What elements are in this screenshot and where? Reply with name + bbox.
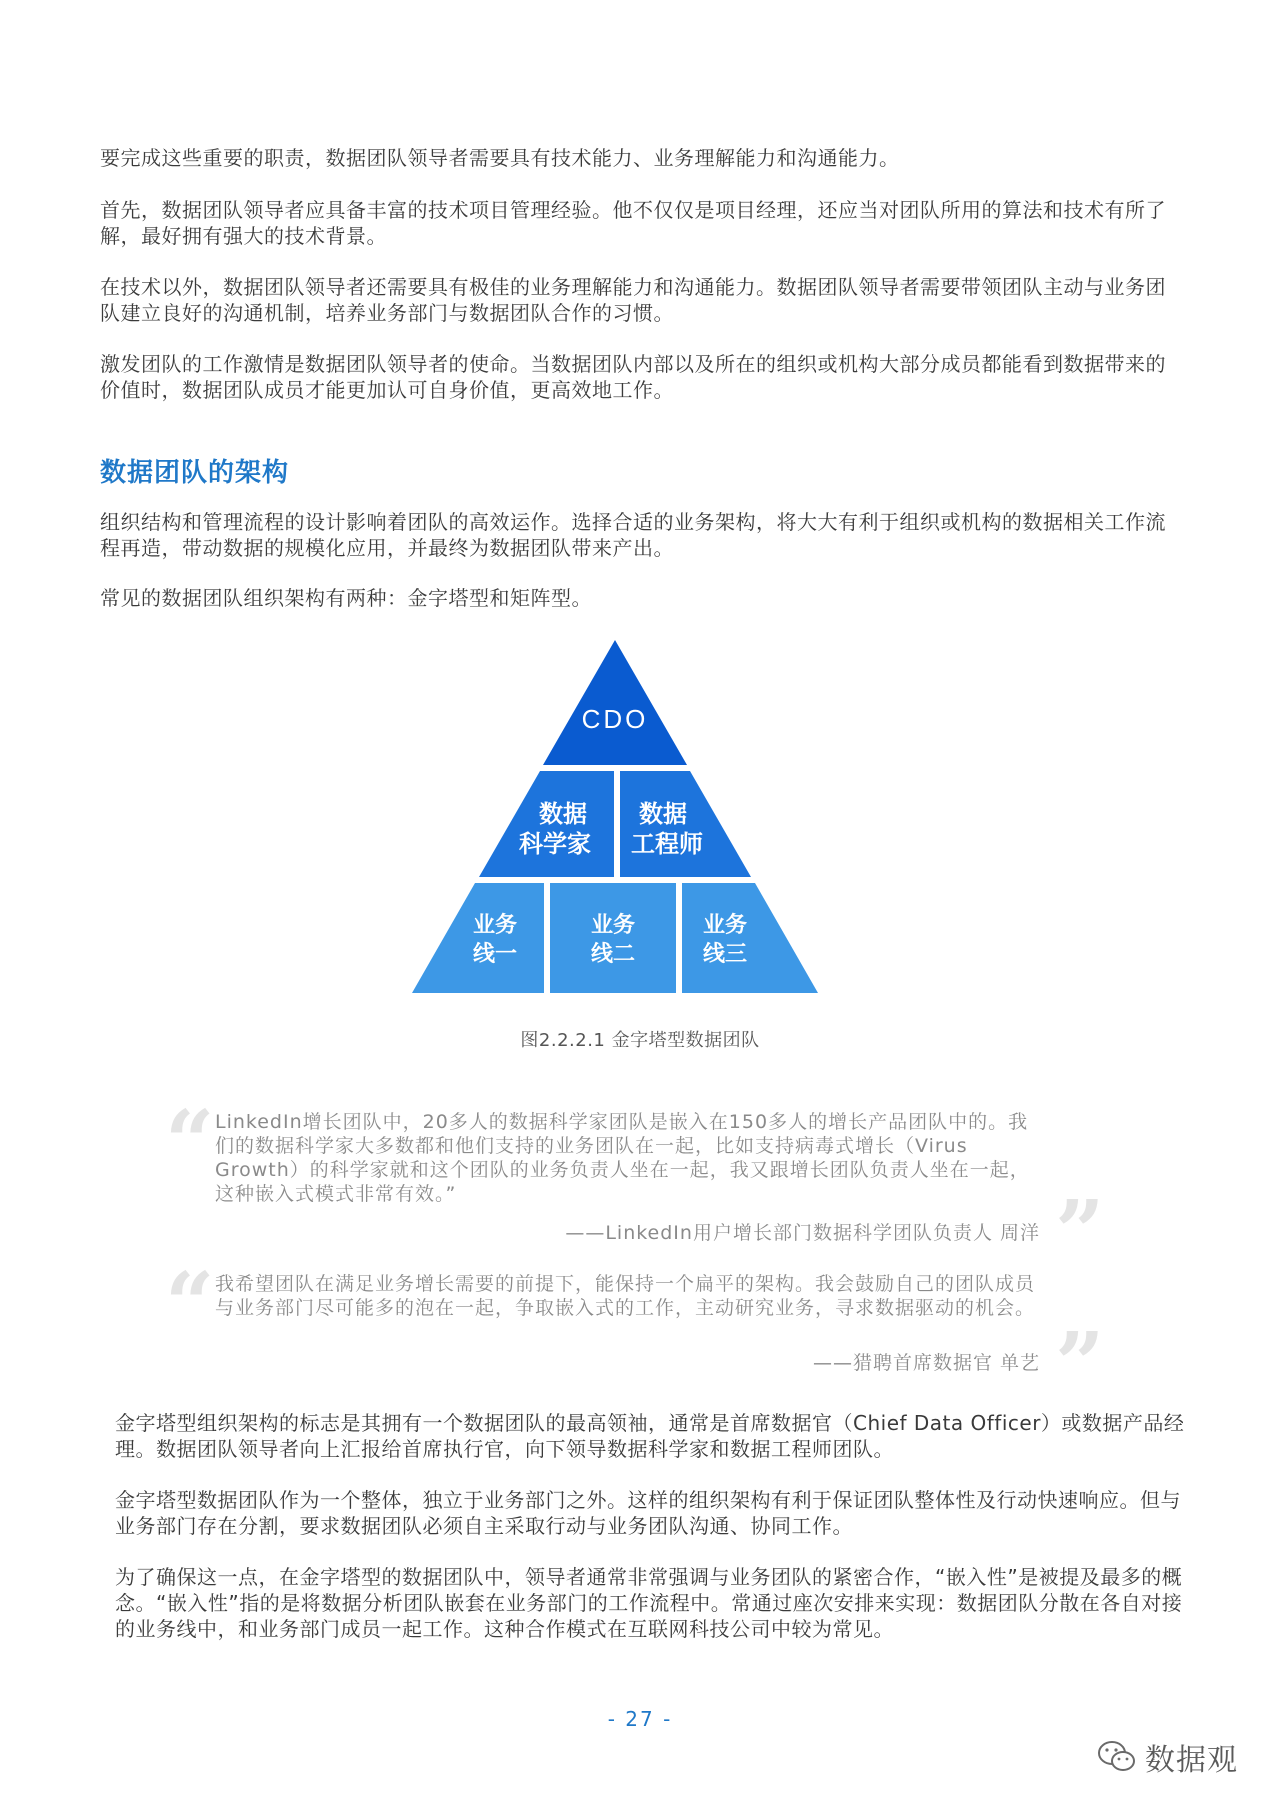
paragraph-pyramid-leader: 金字塔型组织架构的标志是其拥有一个数据团队的最高领袖，通常是首席数据官（Chief Data Officer）或数据产品经理。数据团队领导者向上汇报给首席执行官，向下领导数据科学家和数据工程师团队。: [115, 1411, 1185, 1461]
pyramid-business-line-3: [682, 883, 818, 993]
pyramid-business-line-1: [412, 883, 544, 993]
pyramid-business-line-1-label: 业务线一: [472, 913, 518, 967]
close-quote-icon: ”: [1055, 1314, 1105, 1415]
quote-linkedin: LinkedIn增长团队中，20多人的数据科学家团队是嵌入在150多人的增长产品团队中的。我们的数据科学家大多数都和他们支持的业务团队在一起，比如支持病毒式增长（Virus Growth）的科学家就和这个团队的业务负责人坐在一起，我又跟增长团队负责人坐在一起，这种嵌入式模式非常有效。”: [215, 1111, 1030, 1205]
pyramid-business-line-3-label: 业务线三: [702, 913, 748, 967]
pyramid-data-engineer-label: 数据工程师: [631, 800, 703, 858]
paragraph-responsibilities: 要完成这些重要的职责，数据团队领导者需要具有技术能力、业务理解能力和沟通能力。: [100, 146, 900, 170]
open-quote-icon: “: [165, 1254, 215, 1355]
pyramid-business-line-2-label: 业务线二: [590, 913, 636, 967]
quote-liepin-attribution: ——猎聘首席数据官 单艺: [812, 1352, 1040, 1374]
quote-linkedin-attribution: ——LinkedIn用户增长部门数据科学团队负责人 周洋: [565, 1222, 1040, 1244]
pyramid-data-scientist-label: 数据科学家: [519, 800, 591, 858]
paragraph-mission: 激发团队的工作激情是数据团队领导者的使命。当数据团队内部以及所在的组织或机构大部分成员都能看到数据带来的价值时，数据团队成员才能更加认可自身价值，更高效地工作。: [100, 352, 1166, 402]
pyramid-cdo: [543, 640, 687, 765]
paragraph-business-skills: 在技术以外，数据团队领导者还需要具有极佳的业务理解能力和沟通能力。数据团队领导者需要带领团队主动与业务团队建立良好的沟通机制，培养业务部门与数据团队合作的习惯。: [100, 275, 1166, 325]
page-number: - 27 -: [607, 1707, 673, 1731]
watermark: [1097, 1735, 1238, 1779]
open-quote-icon: “: [165, 1092, 215, 1193]
section-heading: 数据团队的架构: [100, 458, 290, 488]
wechat-icon: [1097, 1740, 1137, 1774]
figure-caption: 图2.2.2.1 金字塔型数据团队: [520, 1030, 760, 1051]
paragraph-pyramid-independent: 金字塔型数据团队作为一个整体，独立于业务部门之外。这样的组织架构有利于保证团队整体性及行动快速响应。但与业务部门存在分割，要求数据团队必须自主采取行动与业务团队沟通、协同工作。: [115, 1488, 1181, 1538]
paragraph-embedding: 为了确保这一点，在金字塔型的数据团队中，领导者通常非常强调与业务团队的紧密合作，“嵌入性”是被提及最多的概念。“嵌入性”指的是将数据分析团队嵌套在业务部门的工作流程中。常通过座次安排来实现：数据团队分散在各自对接的业务线中，和业务部门成员一起工作。这种合作模式在互联网科技公司中较为常见。: [115, 1565, 1183, 1641]
paragraph-org-structure: 组织结构和管理流程的设计影响着团队的高效运作。选择合适的业务架构，将大大有利于组织或机构的数据相关工作流程再造，带动数据的规模化应用，并最终为数据团队带来产出。: [100, 510, 1166, 560]
paragraph-technical-skills: 首先，数据团队领导者应具备丰富的技术项目管理经验。他不仅仅是项目经理，还应当对团队所用的算法和技术有所了解，最好拥有强大的技术背景。: [100, 198, 1166, 248]
pyramid-diagram: [405, 640, 825, 1000]
paragraph-two-types: 常见的数据团队组织架构有两种：金字塔型和矩阵型。: [100, 586, 592, 610]
watermark-text: 数据观: [1145, 1743, 1238, 1778]
pyramid-business-line-2: [550, 883, 676, 993]
close-quote-icon: ”: [1055, 1182, 1105, 1283]
quote-liepin: 我希望团队在满足业务增长需要的前提下，能保持一个扁平的架构。我会鼓励自己的团队成员与业务部门尽可能多的泡在一起，争取嵌入式的工作，主动研究业务，寻求数据驱动的机会。: [215, 1273, 1036, 1319]
pyramid-cdo-label: CDO: [581, 704, 649, 734]
